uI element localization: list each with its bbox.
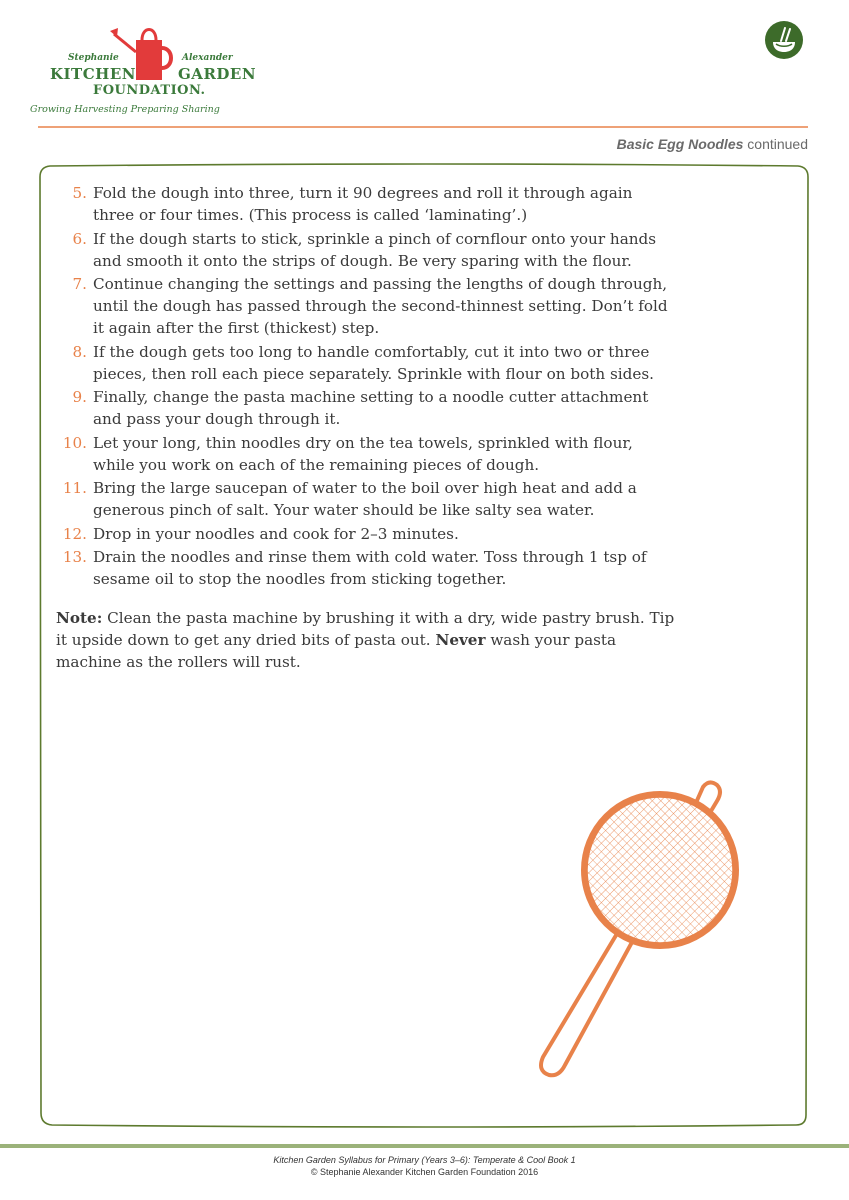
note-text: Clean the pasta machine by brushing it with a dry, wide pastry brush. Tip it upside down to get any dried bits of pasta out. [56,609,675,649]
step-item [56,546,676,590]
step-number: 5. [72,184,87,202]
step-text: If the dough starts to stick, sprinkle a pinch of cornflour onto your hands and smooth it onto the strips of dough. Be very sparing with the flour. [93,229,657,270]
logo-tagline: Growing Harvesting Preparing Sharing [30,104,220,115]
step-text: Drop in your noodles and cook for 2–3 minutes. [93,524,459,543]
step-text: Drain the noodles and rinse them with cold water. Toss through 1 tsp of sesame oil to stop the noodles from sticking together. [93,548,647,588]
step-item [56,273,676,339]
foundation-logo [30,20,270,120]
step-text: Finally, change the pasta machine setting to a noodle cutter attachment and pass your dough through it. [93,388,649,428]
note-text-end: wash your pasta machine as the rollers will rust. [56,631,617,671]
step-number: 13. [62,548,87,566]
step-item [56,477,676,521]
method-steps [56,182,676,592]
step-text: Fold the dough into three, turn it 90 degrees and roll it through again three or four times. (This process is called ‘laminating’.) [93,184,633,224]
sieve-icon [525,775,755,1085]
logo-alexander: Alexander [182,53,233,63]
step-item [56,523,676,545]
running-head [617,136,808,152]
footer-publication: Kitchen Garden Syllabus for Primary (Years 3–6): Temperate & Cool Book 1 [273,1155,576,1165]
step-number: 11. [62,479,87,497]
bowl-and-cutlery-icon [764,20,804,60]
step-number: 8. [72,342,87,361]
note-emphasis: Never [435,631,486,649]
step-text: Let your long, thin noodles dry on the tea towels, sprinkled with flour, while you work on each of the remaining pieces of dough. [93,433,633,474]
step-item [56,432,676,476]
step-number: 6. [72,229,87,248]
logo-garden: GARDEN [178,65,257,83]
footer-copyright: © Stephanie Alexander Kitchen Garden Foundation 2016 [310,1167,539,1177]
logo-kitchen: KITCHEN [50,65,136,83]
step-number: 10. [62,433,87,452]
note-paragraph [56,607,676,673]
step-text: Continue changing the settings and passing the lengths of dough through, until the dough has passed through the second-thinnest setting. Don’t fold it again after the first (thickest) step. [93,275,668,337]
step-item [56,341,676,385]
step-text: Bring the large saucepan of water to the boil over high heat and add a generous pinch of salt. Your water should be like salty sea water. [93,479,637,519]
header-divider [38,126,808,128]
recipe-title: Basic Egg Noodles [616,136,744,152]
step-item [56,228,676,272]
footer-band [0,1144,849,1148]
logo-stephanie: Stephanie [68,53,119,63]
step-number: 9. [72,388,87,406]
continued-label: continued [747,136,808,152]
step-item [56,386,676,430]
step-number: 7. [72,275,87,293]
step-number: 12. [62,524,87,543]
note-label: Note: [56,609,103,627]
logo-foundation: FOUNDATION. [93,83,206,98]
step-text: If the dough gets too long to handle comfortably, cut it into two or three pieces, then roll each piece separately. Sprinkle with flour on both sides. [93,342,654,383]
page-footer [0,1154,849,1178]
step-item [56,182,676,226]
